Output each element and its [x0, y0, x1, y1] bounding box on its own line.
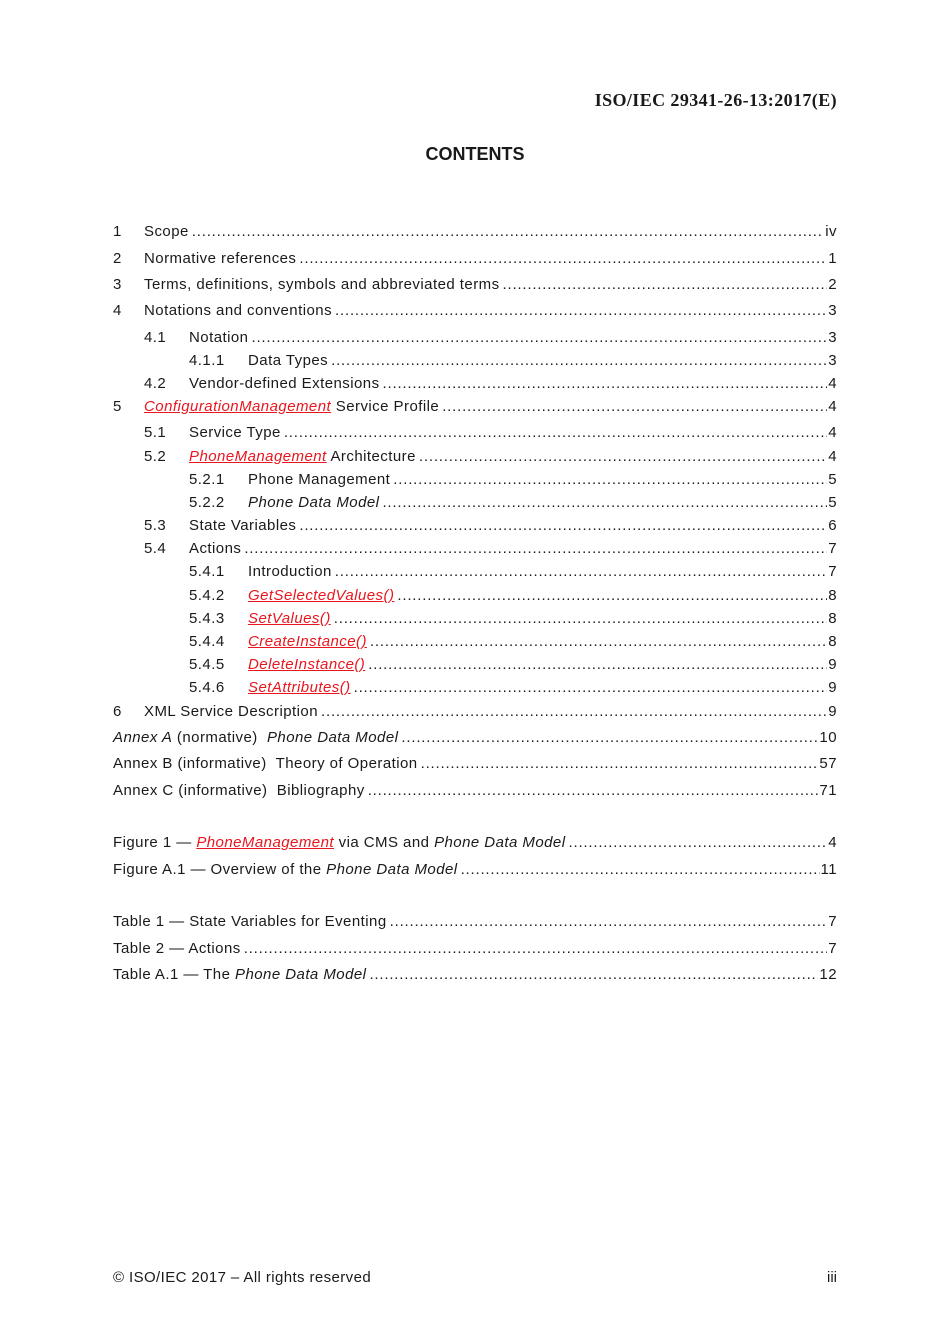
toc-entry-5-4-2[interactable] [189, 587, 837, 609]
figure-page: 4 [828, 834, 837, 851]
toc-annex-c[interactable] [113, 782, 837, 804]
toc-page: 4 [828, 448, 837, 465]
table-page: 12 [819, 966, 837, 983]
toc-entry-3[interactable] [113, 276, 837, 298]
toc-title: Vendor-defined Extensions [189, 375, 380, 392]
leader-dots [421, 755, 819, 772]
table-title: Table 2 — Actions [113, 940, 241, 957]
toc-entry-4-1-1[interactable] [189, 352, 837, 374]
toc-number: 4.1.1 [189, 352, 225, 369]
get-selected-values-link[interactable]: GetSelectedValues() [248, 587, 395, 604]
leader-dots [369, 966, 818, 983]
toc-title: Actions [189, 540, 242, 557]
toc-number: 1 [113, 223, 122, 240]
toc-number: 5.4.2 [189, 587, 225, 604]
leader-dots [334, 610, 827, 627]
toc-entry-5-4-4[interactable] [189, 633, 837, 655]
toc-page: 4 [828, 398, 837, 415]
leader-dots [192, 223, 824, 240]
toc-entry-5-3[interactable] [144, 517, 837, 539]
toc-page: 7 [828, 540, 837, 557]
figure-entry-1[interactable] [113, 834, 837, 856]
toc-page: 10 [819, 729, 837, 746]
toc-title: Notations and conventions [144, 302, 333, 319]
leader-dots [354, 679, 828, 696]
leader-dots [284, 424, 827, 441]
toc-title: Introduction [248, 563, 332, 580]
toc-entry-1[interactable] [113, 223, 837, 245]
toc-annex-b[interactable] [113, 755, 837, 777]
set-attributes-link[interactable]: SetAttributes() [248, 679, 351, 696]
toc-entry-5-4-1[interactable] [189, 563, 837, 585]
leader-dots [569, 834, 828, 851]
toc-title: Annex A (normative) Phone Data Model [113, 729, 399, 746]
toc-title: Terms, definitions, symbols and abbreviated terms [144, 276, 500, 293]
leader-dots [393, 471, 827, 488]
toc-page: 7 [828, 563, 837, 580]
leader-dots [299, 517, 827, 534]
toc-title: Normative references [144, 250, 297, 267]
leader-dots [244, 540, 827, 557]
delete-instance-link[interactable]: DeleteInstance() [248, 656, 366, 673]
table-title: Table A.1 — The Phone Data Model [113, 966, 367, 983]
configuration-management-link[interactable]: ConfigurationManagement [144, 398, 332, 415]
toc-entry-5-2-2[interactable] [189, 494, 837, 516]
toc-entry-6[interactable] [113, 703, 837, 725]
toc-page: 5 [828, 471, 837, 488]
toc-page: 8 [828, 610, 837, 627]
toc-number: 5.2.1 [189, 471, 225, 488]
leader-dots [368, 782, 819, 799]
figure-title: Figure A.1 — Overview of the Phone Data Model [113, 861, 458, 878]
toc-title: Annex C (informative) Bibliography [113, 782, 365, 799]
leader-dots [251, 329, 827, 346]
toc-page: 4 [828, 375, 837, 392]
toc-entry-4-2[interactable] [144, 375, 837, 397]
leader-dots [397, 587, 827, 604]
leader-dots [390, 913, 828, 930]
figure-title: Figure 1 — PhoneManagement via CMS and Phone Data Model [113, 834, 566, 851]
toc-title: Service Type [189, 424, 281, 441]
toc-entry-5-2[interactable] [144, 448, 837, 470]
toc-page: 5 [828, 494, 837, 511]
toc-number: 5.4.1 [189, 563, 225, 580]
toc-page: 3 [828, 329, 837, 346]
leader-dots [299, 250, 827, 267]
contents-title: CONTENTS [425, 144, 525, 164]
toc-title: Phone Data Model [248, 494, 380, 511]
phone-management-link[interactable]: PhoneManagement [189, 448, 327, 465]
leader-dots [461, 861, 820, 878]
toc-title: Annex B (informative) Theory of Operation [113, 755, 418, 772]
toc-page: 3 [828, 302, 837, 319]
toc-entry-2[interactable] [113, 250, 837, 272]
toc-page: 1 [828, 250, 837, 267]
toc-number: 5.2.2 [189, 494, 225, 511]
toc-page: 8 [828, 587, 837, 604]
toc-number: 4 [113, 302, 122, 319]
toc-number: 5 [113, 398, 122, 415]
toc-page: 9 [828, 656, 837, 673]
table-entry-1[interactable] [113, 913, 837, 935]
leader-dots [503, 276, 828, 293]
toc-number: 4.2 [144, 375, 167, 392]
table-title: Table 1 — State Variables for Eventing [113, 913, 387, 930]
leader-dots [382, 494, 827, 511]
toc-title: PhoneManagement Architecture [189, 448, 416, 465]
toc-page: 57 [819, 755, 837, 772]
leader-dots [244, 940, 827, 957]
leader-dots [370, 633, 827, 650]
toc-page: iv [825, 223, 837, 240]
toc-entry-5-4-6[interactable] [189, 679, 837, 701]
toc-number: 5.2 [144, 448, 167, 465]
leader-dots [331, 352, 827, 369]
phone-management-link[interactable]: PhoneManagement [196, 834, 334, 851]
page-number: iii [827, 1269, 837, 1286]
toc-number: 5.4 [144, 540, 167, 557]
toc-number: 2 [113, 250, 122, 267]
toc-number: 5.4.6 [189, 679, 225, 696]
toc-title: Data Types [248, 352, 329, 369]
toc-entry-5-4[interactable] [144, 540, 837, 562]
toc-number: 3 [113, 276, 122, 293]
toc-page: 6 [828, 517, 837, 534]
leader-dots [335, 563, 827, 580]
toc-number: 6 [113, 703, 122, 720]
toc-page: 71 [819, 782, 837, 799]
toc-entry-5[interactable] [113, 398, 837, 420]
toc-title: ConfigurationManagement Service Profile [144, 398, 440, 415]
leader-dots [383, 375, 828, 392]
copyright-footer: © ISO/IEC 2017 – All rights reserved [113, 1269, 372, 1286]
toc-page: 9 [828, 703, 837, 720]
leader-dots [442, 398, 827, 415]
toc-title: XML Service Description [144, 703, 319, 720]
table-entry-2[interactable] [113, 940, 837, 962]
toc-number: 5.4.3 [189, 610, 225, 627]
leader-dots [401, 729, 818, 746]
toc-page: 3 [828, 352, 837, 369]
toc-entry-4[interactable] [113, 302, 837, 324]
figure-page: 11 [820, 861, 837, 878]
table-entry-a1[interactable] [113, 966, 837, 988]
toc-page: 4 [828, 424, 837, 441]
toc-number: 4.1 [144, 329, 167, 346]
table-page: 7 [828, 913, 837, 930]
leader-dots [368, 656, 827, 673]
toc-entry-5-4-5[interactable] [189, 656, 837, 678]
leader-dots [335, 302, 827, 319]
toc-title: Notation [189, 329, 249, 346]
toc-title: Phone Management [248, 471, 391, 488]
toc-number: 5.3 [144, 517, 167, 534]
toc-number: 5.4.4 [189, 633, 225, 650]
table-page: 7 [828, 940, 837, 957]
leader-dots [419, 448, 827, 465]
toc-entry-5-4-3[interactable] [189, 610, 837, 632]
create-instance-link[interactable]: CreateInstance() [248, 633, 367, 650]
toc-page: 8 [828, 633, 837, 650]
toc-entry-5-2-1[interactable] [189, 471, 837, 493]
toc-title: Scope [144, 223, 189, 240]
set-values-link[interactable]: SetValues() [248, 610, 331, 627]
toc-page: 9 [828, 679, 837, 696]
toc-entry-5-1[interactable] [144, 424, 837, 446]
figure-entry-a1[interactable] [113, 861, 837, 883]
toc-page: 2 [828, 276, 837, 293]
toc-title: State Variables [189, 517, 297, 534]
toc-number: 5.1 [144, 424, 167, 441]
leader-dots [321, 703, 827, 720]
toc-entry-4-1[interactable] [144, 329, 837, 351]
toc-annex-a[interactable] [113, 729, 837, 751]
toc-number: 5.4.5 [189, 656, 225, 673]
document-id: ISO/IEC 29341-26-13:2017(E) [594, 90, 837, 110]
